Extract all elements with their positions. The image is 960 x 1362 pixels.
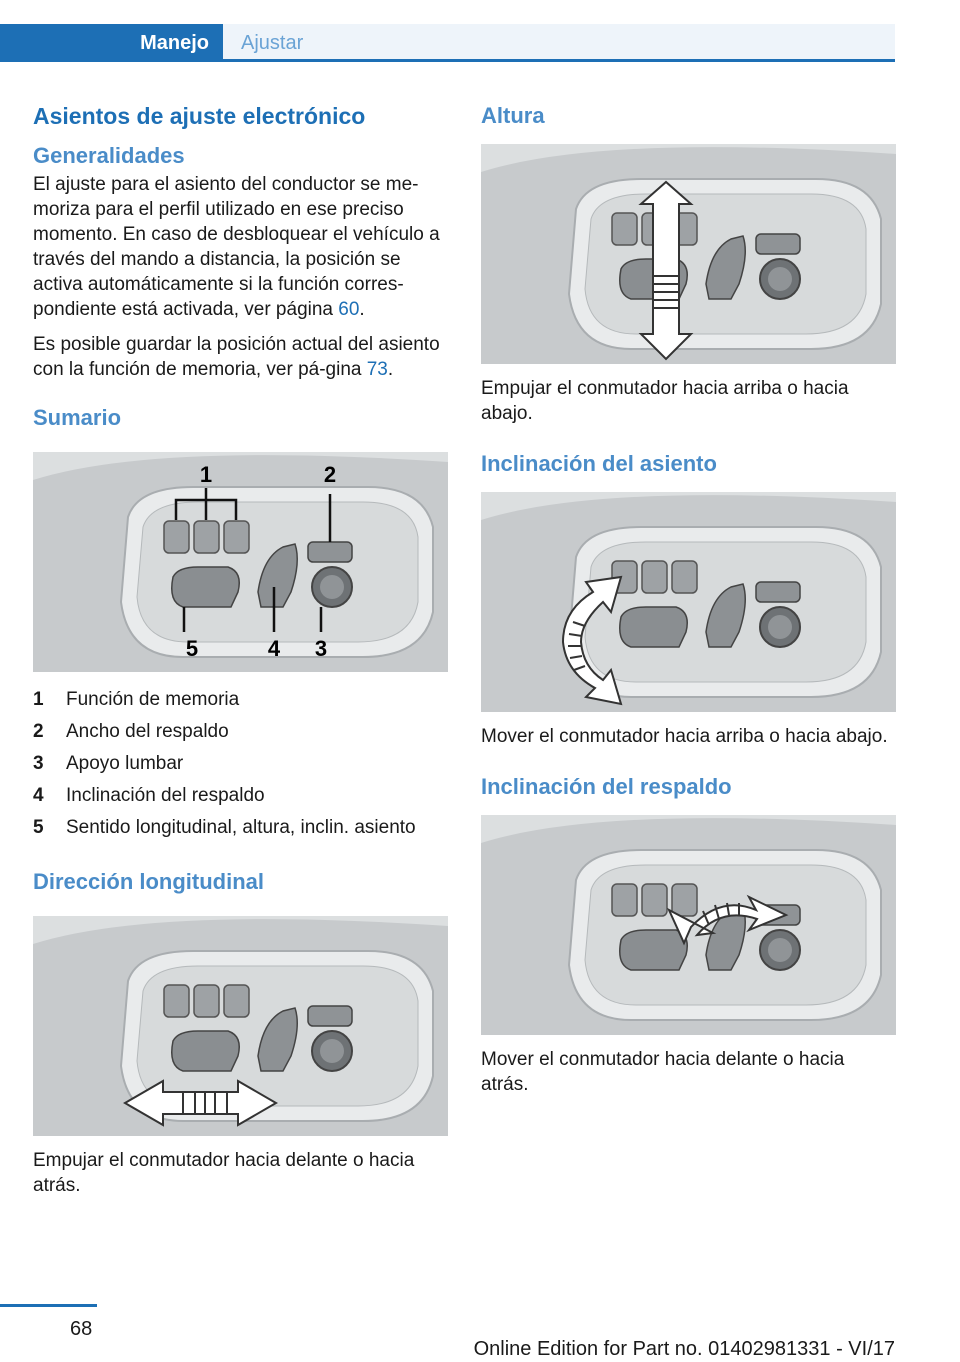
- legend-item: [33, 748, 448, 780]
- footer-rule: [0, 1304, 97, 1307]
- legend-number: 1: [33, 689, 44, 710]
- period: .: [387, 359, 394, 380]
- callout-4: 4: [267, 636, 281, 661]
- caption-altura: Empujar el conmutador hacia arriba o hacia abajo.: [481, 378, 849, 424]
- longitudinal-adjust-figure: [33, 916, 448, 1136]
- callout-1: 1: [199, 462, 213, 487]
- paragraph-text: El ajuste para el asiento del conductor se me‐moriza para el perfil utilizado en ese preciso momento. En caso de desbloquear el vehículo a través del mando a distancia, la posición se activa automáticamente si la función corres‐pondiente está activada, ver página: [33, 174, 440, 320]
- legend-item: [33, 716, 448, 748]
- legend-text: Apoyo lumbar: [66, 753, 184, 774]
- period: .: [359, 299, 365, 320]
- tab-manejo[interactable]: [0, 24, 223, 62]
- legend-number: 5: [33, 817, 44, 838]
- legend-number: 2: [33, 721, 44, 742]
- heading-generalidades: Generalidades: [33, 143, 185, 168]
- legend-text: Inclinación del respaldo: [66, 785, 265, 806]
- heading-sumario: Sumario: [33, 405, 122, 430]
- page-number: 68: [70, 1318, 93, 1340]
- page-link-73[interactable]: 73: [366, 359, 388, 380]
- tab-ajustar[interactable]: [223, 24, 895, 60]
- legend-text: Sentido longitudinal, altura, inclin. asiento: [66, 817, 416, 838]
- heading-direccion-longitudinal: Dirección longitudinal: [33, 869, 265, 894]
- callout-5: 5: [185, 636, 199, 661]
- caption-inclinacion-respaldo: Mover el conmutador hacia delante o hacia atrás.: [481, 1049, 845, 1095]
- legend-number: 3: [33, 753, 44, 774]
- heading-inclinacion-respaldo: Inclinación del respaldo: [481, 774, 732, 799]
- caption-inclinacion-asiento: Mover el conmutador hacia arriba o hacia abajo.: [481, 726, 888, 747]
- header-rule: [0, 59, 895, 62]
- header-bar: [0, 0, 895, 62]
- page-link-60[interactable]: 60: [338, 299, 360, 320]
- heading-altura: Altura: [481, 103, 545, 128]
- right-column: [481, 100, 896, 1097]
- seat-controls-overview-figure: [33, 452, 448, 672]
- legend-text: Función de memoria: [66, 689, 240, 710]
- legend-item: [33, 684, 448, 716]
- legend-item: [33, 812, 448, 844]
- edition-note: Online Edition for Part no. 01402981331 - VI/17: [473, 1338, 895, 1360]
- legend-list: [33, 684, 448, 844]
- legend-number: 4: [33, 785, 44, 806]
- left-column: [33, 100, 448, 1198]
- seat-tilt-figure: [481, 492, 896, 712]
- callout-3: 3: [314, 636, 328, 661]
- legend-text: Ancho del respaldo: [66, 721, 229, 742]
- height-adjust-figure: [481, 144, 896, 364]
- legend-item: [33, 780, 448, 812]
- paragraph-text: Es posible guardar la posición actual del asiento con la función de memoria, ver pá‐gina: [33, 334, 440, 380]
- section-title: Asientos de ajuste electrónico: [33, 103, 366, 129]
- backrest-tilt-figure: [481, 815, 896, 1035]
- tab-ajustar-label: Ajustar: [241, 32, 304, 54]
- tab-manejo-label: Manejo: [140, 32, 209, 54]
- callout-2: 2: [323, 462, 337, 487]
- heading-inclinacion-asiento: Inclinación del asiento: [481, 451, 717, 476]
- paragraph-generalidades-2: [33, 332, 448, 382]
- paragraph-generalidades-1: [33, 172, 448, 322]
- caption-longitudinal: Empujar el conmutador hacia delante o hacia atrás.: [33, 1150, 415, 1196]
